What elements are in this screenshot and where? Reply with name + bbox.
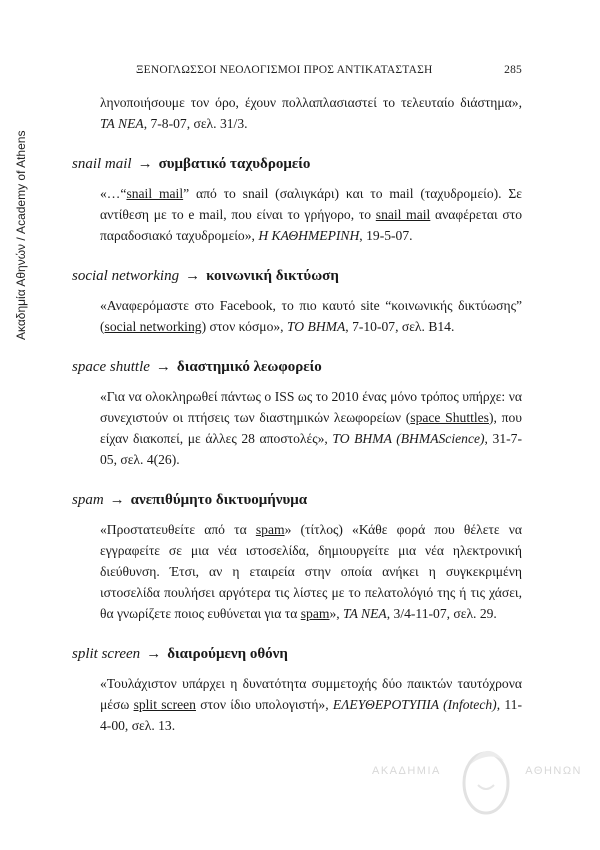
page-number: 285 <box>504 64 522 76</box>
continuation-paragraph <box>100 92 522 134</box>
quote-term: snail mail <box>126 186 184 201</box>
quote-ref: , 19-5-07. <box>359 228 413 243</box>
continuation-text: ληνοποιήσουμε τον όρο, έχουν πολλαπλασιαστεί το τελευταίο διάστημα», <box>100 95 522 110</box>
entry-split-screen <box>72 644 522 736</box>
entry-term: space shuttle <box>72 359 150 375</box>
quote-source: ΤΑ ΝΕΑ <box>343 606 387 621</box>
quote-text: », <box>329 606 344 621</box>
entry-snail-mail <box>72 154 522 246</box>
entry-quote <box>100 183 522 246</box>
quote-text: ” από το snail (σαλιγκάρι) και το mail (ταχυδρομείο). Σε αντίθεση με το e mail, που είναι το γρήγορο, το <box>100 186 523 222</box>
quote-text: «Αναφερόμαστε στο Facebook, το πιο καυτό site “κοινωνικής δικτύωσης” ( <box>100 298 522 334</box>
arrow-icon: → <box>185 268 201 284</box>
running-title: ΞΕΝΟΓΛΩΣΣΟΙ ΝΕΟΛΟΓΙΣΜΟΙ ΠΡΟΣ ΑΝΤΙΚΑΤΑΣΤΑΣΗ <box>136 64 433 76</box>
quote-text: «Τουλάχιστον υπάρχει η δυνατότητα συμμετοχής δύο παικτών ταυτόχρονα μέσω <box>100 676 522 712</box>
entry-quote <box>100 673 522 736</box>
quote-text: αναφέρεται στο παραδοσιακό ταχυδρομείο», <box>100 207 522 243</box>
entry-heading <box>72 266 522 286</box>
quote-term: spam <box>300 606 330 621</box>
quote-term: social networking <box>104 319 202 334</box>
entry-heading <box>72 644 522 664</box>
quote-text: ) στον κόσμο», <box>201 319 287 334</box>
quote-term: split screen <box>133 697 196 712</box>
quote-source: Η ΚΑΘΗΜΕΡΙΝΗ <box>258 228 360 243</box>
quote-text: «…“ <box>100 186 127 201</box>
quote-source: ΕΛΕΥΘΕΡΟΤΥΠΙΑ (Infotech) <box>332 697 497 712</box>
academy-watermark <box>372 735 582 830</box>
quote-source: ΤΟ ΒΗΜΑ <box>286 319 346 334</box>
entry-translation: διαιρούμενη οθόνη <box>167 646 288 662</box>
continuation-ref: , 7-8-07, σελ. 31/3. <box>143 116 248 131</box>
quote-text: ), που είχαν διακοπεί, με άλλες 28 αποστολές», <box>100 410 522 446</box>
athena-head-icon <box>456 735 516 825</box>
quote-source: ΤΟ ΒΗΜΑ (BHMAScience) <box>332 431 485 446</box>
watermark-left-text: ΑΚΑΔΗΜΙΑ <box>372 765 441 777</box>
quote-text: » (τίτλος) «Κάθε φορά που θέλετε να εγγραφείτε σε μια νέα ιστοσελίδα, δημιουργείτε μια νέα ηλεκτρονική διεύθυνση. Έτσι, αν η εταιρεία στην οποία ανήκει η συγκεκριμένη ιστοσελίδα πουλήσει αργότερα τις λίστες με το πελατολόγιό της ή τις χάσει, θα γνωρίζετε ποιος ευθύνεται για τα <box>100 522 522 621</box>
entry-translation: ανεπιθύμητο δικτυομήνυμα <box>130 492 308 508</box>
watermark-right-text: ΑΘΗΝΩΝ <box>525 765 582 777</box>
entry-heading <box>72 490 522 510</box>
page-content <box>72 92 522 756</box>
quote-term: space Shuttles <box>410 410 489 425</box>
entry-heading <box>72 154 522 174</box>
continuation-source: ΤΑ ΝΕΑ <box>100 116 144 131</box>
entry-quote <box>100 386 522 470</box>
quote-ref: , 31-7-05, σελ. 4(26). <box>100 431 522 467</box>
quote-text: «Για να ολοκληρωθεί πάντως ο ISS ως το 2010 ένας μόνο τρόπος υπήρχε: να συνεχιστούν οι πτήσεις των διαστημικών λεωφορείων ( <box>100 389 522 425</box>
quote-ref: , 11-4-00, σελ. 13. <box>100 697 523 733</box>
side-label-text: Ακαδημία Αθηνών / Academy of Athens <box>14 130 28 340</box>
entry-quote <box>100 295 522 337</box>
entry-term: social networking <box>72 268 180 284</box>
entry-term: spam <box>72 492 104 508</box>
arrow-icon: → <box>137 156 153 172</box>
entry-translation: κοινωνική δικτύωση <box>206 268 339 284</box>
quote-ref: , 7-10-07, σελ. Β14. <box>345 319 455 334</box>
quote-text: στον ίδιο υπολογιστή», <box>195 697 333 712</box>
entry-space-shuttle <box>72 357 522 470</box>
quote-term: snail mail <box>375 207 431 222</box>
quote-ref: , 3/4-11-07, σελ. 29. <box>386 606 497 621</box>
quote-term: spam <box>255 522 285 537</box>
entry-heading <box>72 357 522 377</box>
entry-quote <box>100 519 522 624</box>
entry-translation: διαστημικό λεωφορείο <box>176 359 322 375</box>
entry-social-networking <box>72 266 522 337</box>
arrow-icon: → <box>146 646 162 662</box>
entry-spam <box>72 490 522 624</box>
arrow-icon: → <box>109 492 125 508</box>
quote-text: «Προστατευθείτε από τα <box>100 522 256 537</box>
entry-term: snail mail <box>72 156 132 172</box>
entry-translation: συμβατικό ταχυδρομείο <box>158 156 311 172</box>
archive-side-label <box>14 40 34 340</box>
running-header <box>136 64 522 76</box>
entry-term: split screen <box>72 646 141 662</box>
arrow-icon: → <box>155 359 171 375</box>
